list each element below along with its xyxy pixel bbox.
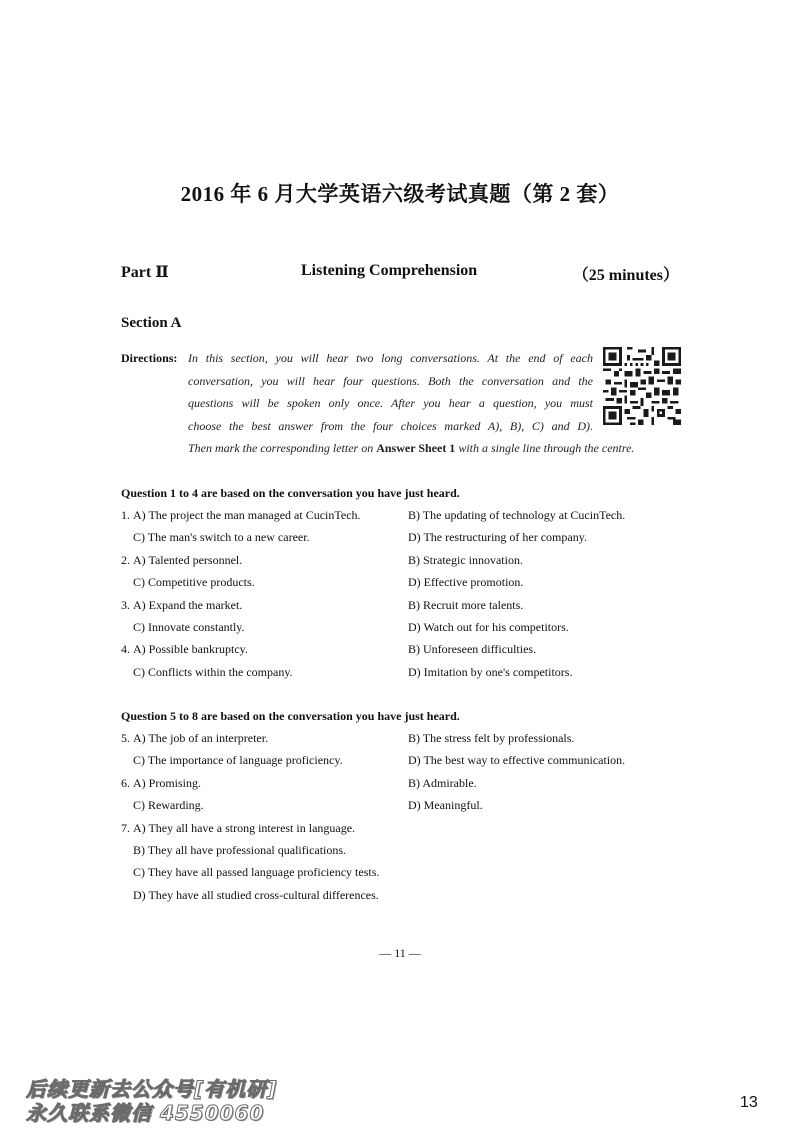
question-group-heading: Question 5 to 8 are based on the conversation you have just heard. <box>121 709 460 723</box>
answer-sheet-ref: Answer Sheet 1 <box>376 441 456 455</box>
answer-option: D) Watch out for his competitors. <box>408 619 569 634</box>
part-header <box>121 262 679 286</box>
answer-option: C) Rewarding. <box>133 798 204 813</box>
qr-code-icon <box>603 347 681 425</box>
scan-page-number: 13 <box>740 1094 758 1111</box>
question-group-1 <box>121 482 681 683</box>
question-row <box>121 571 681 593</box>
question-row <box>121 504 681 526</box>
question-row <box>121 884 681 906</box>
answer-option: D) The restructuring of her company. <box>408 530 587 545</box>
directions-text-part: with a single line through the centre. <box>458 441 635 455</box>
answer-option: D) The best way to effective communication. <box>408 753 626 768</box>
part-name: Listening Comprehension <box>301 262 478 279</box>
part-time-limit: （25 minutes） <box>572 267 679 284</box>
question-row <box>121 861 681 883</box>
page-title: 2016 年 6 月大学英语六级考试真题（第 2 套） <box>180 182 620 206</box>
answer-option: B) The updating of technology at CucinTech. <box>408 508 626 522</box>
question-row <box>121 839 681 861</box>
answer-option: A) They all have a strong interest in language. <box>133 820 356 835</box>
answer-option: B) Strategic innovation. <box>408 552 523 567</box>
watermark-line: 后续更新去公众号[有机研] <box>26 1077 278 1101</box>
page-number: — 11 — <box>379 946 421 960</box>
question-row <box>121 594 681 616</box>
answer-option: B) Unforeseen difficulties. <box>408 642 537 657</box>
watermark-line: 永久联系微信 4550060 <box>26 1101 265 1125</box>
directions <box>121 347 681 460</box>
answer-option: D) Effective promotion. <box>408 575 524 590</box>
section-title: Section A <box>121 315 182 331</box>
question-number: 2. <box>121 552 130 567</box>
directions-line: questions will be spoken only once. After you hear a question, you must <box>188 396 593 410</box>
question-row <box>121 661 681 683</box>
question-row <box>121 526 681 548</box>
question-number: 4. <box>121 642 130 657</box>
question-row <box>121 549 681 571</box>
answer-option: C) Innovate constantly. <box>133 619 245 634</box>
answer-option: B) They all have professional qualifications. <box>133 842 347 857</box>
answer-option: C) They have all passed language proficiency tests. <box>133 865 380 880</box>
directions-line: conversation, you will hear four questions. Both the conversation and the <box>188 373 593 388</box>
answer-option: C) The man's switch to a new career. <box>133 530 310 545</box>
question-number: 5. <box>121 731 130 745</box>
question-number: 1. <box>121 508 130 522</box>
answer-option: B) The stress felt by professionals. <box>408 731 575 745</box>
question-group-heading: Question 1 to 4 are based on the conversation you have just heard. <box>121 486 460 500</box>
answer-option: A) Promising. <box>133 775 202 790</box>
question-row <box>121 638 681 660</box>
answer-option: A) Talented personnel. <box>133 552 243 567</box>
question-row <box>121 616 681 638</box>
question-row <box>121 794 681 816</box>
answer-option: A) Possible bankruptcy. <box>133 642 248 657</box>
answer-option: B) Recruit more talents. <box>408 597 524 612</box>
answer-option: A) The project the man managed at CucinTech. <box>133 508 361 522</box>
directions-line: In this section, you will hear two long conversations. At the end of each <box>188 351 593 365</box>
answer-option: A) Expand the market. <box>133 597 243 612</box>
question-row <box>121 749 681 771</box>
directions-line <box>188 437 681 460</box>
answer-option: D) They have all studied cross-cultural differences. <box>133 887 379 902</box>
directions-text-part: Then mark the corresponding letter on <box>188 441 374 455</box>
answer-option: B) Admirable. <box>408 775 477 790</box>
directions-line: choose the best answer from the four choices marked A), B), C) and D). <box>188 418 593 433</box>
question-number: 7. <box>121 820 130 835</box>
question-group-2 <box>121 705 681 906</box>
directions-label: Directions: <box>121 351 178 365</box>
answer-option: C) Competitive products. <box>133 575 255 590</box>
answer-option: C) The importance of language proficiency. <box>133 753 343 768</box>
answer-option: D) Imitation by one's competitors. <box>408 664 573 679</box>
question-row <box>121 727 681 749</box>
answer-option: C) Conflicts within the company. <box>133 664 293 679</box>
question-number: 6. <box>121 775 130 790</box>
question-number: 3. <box>121 597 130 612</box>
question-row <box>121 817 681 839</box>
part-label: Part Ⅱ <box>121 264 169 281</box>
question-row <box>121 772 681 794</box>
answer-option: A) The job of an interpreter. <box>133 731 269 745</box>
watermark <box>26 1077 316 1125</box>
answer-option: D) Meaningful. <box>408 798 483 813</box>
